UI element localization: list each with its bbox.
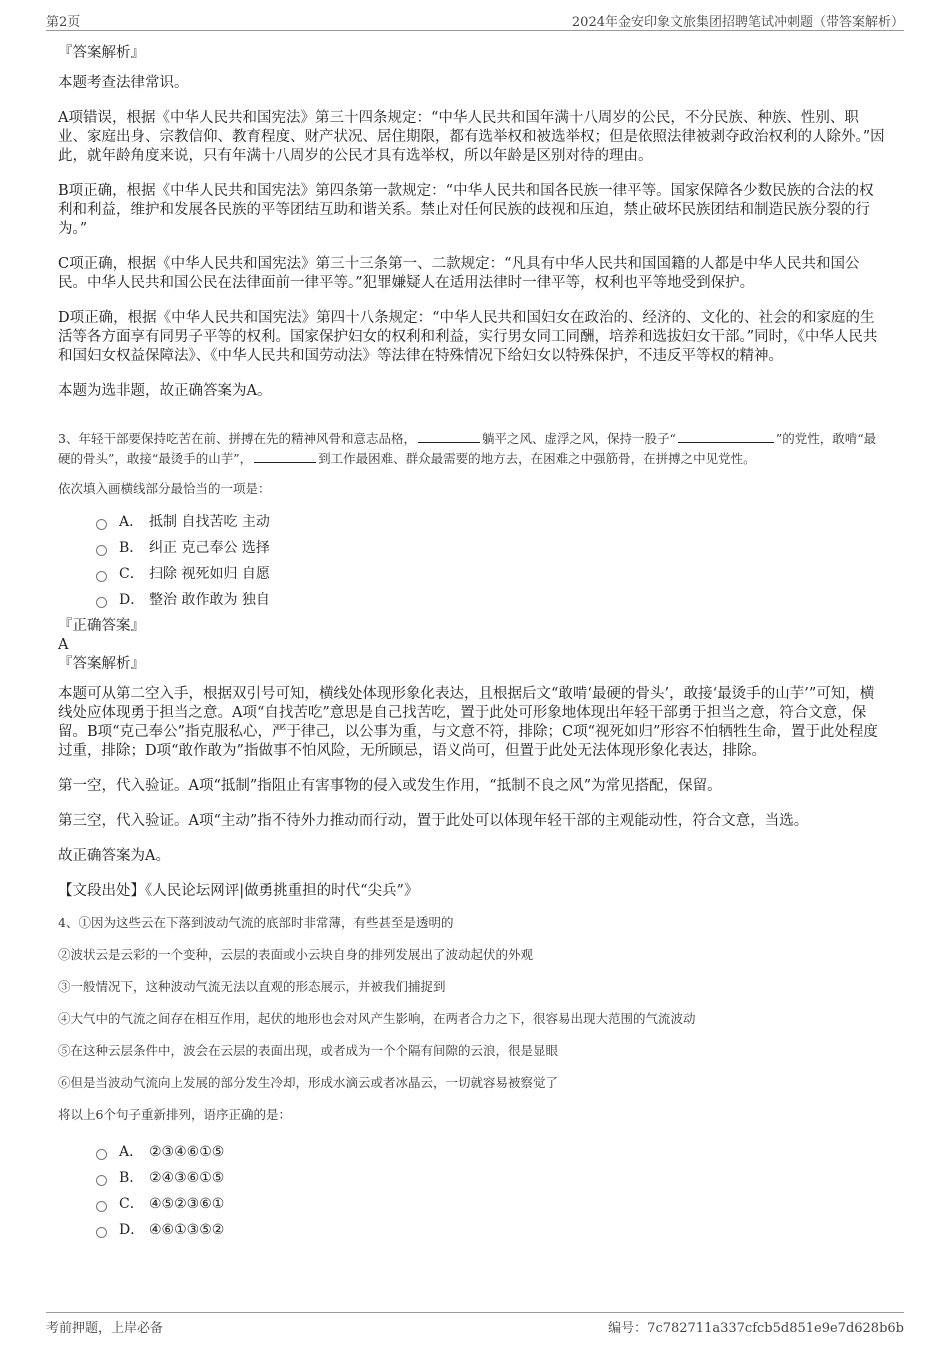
- q4-sentence-5: ⑤在这种云层条件中，波会在云层的表面出现，或者成为一个个隔有间隙的云浪，很是显眼: [58, 1043, 559, 1058]
- analysis-option-a: A项错误，根据《中华人民共和国宪法》第三十四条规定：“中华人民共和国年满十八周岁的公民，不分民族、种族、性别、职业、家庭出身、宗教信仰、教育程度、财产状况、居住期限，都有选举权和被选举权；但是依照法律被剥夺政治权利的人除外。”因此，就年龄角度来说，只有年满十八周岁的公民才具有选举权，所以年龄是区别对待的理由。: [58, 110, 885, 164]
- option-d[interactable]: D． ④⑥①③⑤②: [96, 1217, 886, 1243]
- analysis-conclusion: 本题为选非题，故正确答案为A。: [58, 383, 272, 399]
- fill-blank: [418, 430, 480, 443]
- q3-source: 【文段出处】《人民论坛网评|做勇挑重担的时代“尖兵”》: [58, 883, 419, 899]
- option-c[interactable]: C． 扫除 视死如归 自愿: [96, 561, 886, 587]
- q4-sentence-4: ④大气中的气流之间存在相互作用，起伏的地形也会对风产生影响，在两者合力之下，很容易出现大范围的气流波动: [58, 1011, 696, 1026]
- question-4-options: [96, 1139, 886, 1243]
- radio-icon[interactable]: [96, 545, 107, 556]
- radio-icon[interactable]: [96, 1201, 107, 1212]
- question-3-stem: 3、年轻干部要保持吃苦在前、拼搏在先的精神风骨和意志品格， 躺平之风、虚浮之风，保持一股子“ ”的党性，敢啃“最硬的骨头”，敢接“最烫手的山芋”， 到工作最困难、群众最需要的地方去，在困难之中强筋骨，在拼搏之中见党性。: [58, 431, 877, 466]
- option-a[interactable]: A． ②③④⑥①⑤: [96, 1139, 886, 1165]
- question-3-prompt: 依次填入画横线部分最恰当的一项是：: [58, 481, 271, 496]
- analysis-heading: 『答案解析』: [58, 45, 145, 61]
- option-b[interactable]: B． 纠正 克己奉公 选择: [96, 535, 886, 561]
- radio-icon[interactable]: [96, 597, 107, 608]
- analysis-intro: 本题考查法律常识。: [58, 75, 189, 91]
- q3-analysis-3: 第三空，代入验证。A项“主动”指不待外力推动而行动，置于此处可以体现年轻干部的主观能动性，符合文意，当选。: [58, 813, 809, 829]
- radio-icon[interactable]: [96, 1149, 107, 1160]
- analysis-heading: 『答案解析』: [58, 656, 145, 672]
- document-code: 编号：7c782711a337cfcb5d851e9e7d628b6b: [608, 1321, 904, 1336]
- document-title: 2024年金安印象文旅集团招聘笔试冲刺题（带答案解析）: [571, 15, 904, 30]
- correct-answer-heading: 『正确答案』: [58, 618, 145, 634]
- q3-analysis-1: 本题可从第二空入手，根据双引号可知，横线处体现形象化表达，且根据后文“敢啃‘最硬的骨头’，敢接‘最烫手的山芋’”可知，横线处应体现勇于担当之意。A项“自找苦吃”意思是自己找苦吃，置于此处可形象地体现出年轻干部勇于担当之意，符合文意，保留。B项“克己奉公”指克服私心，严于律己，以公事为重，与文意不符，排除；C项“视死如归”形容不怕牺牲生命，置于此处程度过重，排除；D项“敢作敢为”指做事不怕风险，无所顾忌，语义尚可，但置于此处无法体现形象化表达，排除。: [58, 686, 878, 759]
- question-3-options: [96, 509, 886, 613]
- radio-icon[interactable]: [96, 571, 107, 582]
- question-4-prompt: 将以上6个句子重新排列，语序正确的是：: [58, 1107, 291, 1122]
- q4-sentence-2: ②波状云是云彩的一个变种，云层的表面或小云块自身的排列发展出了波动起伏的外观: [58, 947, 534, 962]
- document-body: [58, 44, 886, 1247]
- page-footer: [46, 1312, 904, 1335]
- q4-sentence-3: ③一般情况下，这种波动气流无法以直观的形态展示，并被我们捕捉到: [58, 979, 446, 994]
- q3-conclusion: 故正确答案为A。: [58, 848, 170, 864]
- radio-icon[interactable]: [96, 1227, 107, 1238]
- option-d[interactable]: D． 整治 敢作敢为 独自: [96, 587, 886, 613]
- radio-icon[interactable]: [96, 519, 107, 530]
- radio-icon[interactable]: [96, 1175, 107, 1186]
- q4-sentence-1: 4、①因为这些云在下落到波动气流的底部时非常薄，有些甚至是透明的: [58, 915, 454, 930]
- footer-slogan: 考前押题，上岸必备: [46, 1321, 164, 1336]
- page-number: 第2页: [46, 15, 81, 30]
- option-c[interactable]: C． ④⑤②③⑥①: [96, 1191, 886, 1217]
- fill-blank: [254, 450, 316, 463]
- option-b[interactable]: B． ②④③⑥①⑤: [96, 1165, 886, 1191]
- analysis-option-d: D项正确，根据《中华人民共和国宪法》第四十八条规定：“中华人民共和国妇女在政治的、经济的、文化的、社会的和家庭的生活等各方面享有同男子平等的权利。国家保护妇女的权利和利益，实行男女同工同酬，培养和选拔妇女干部。”同时，《中华人民共和国妇女权益保障法》、《中华人民共和国劳动法》等法律在特殊情况下给妇女以特殊保护，不违反平等权的精神。: [58, 310, 878, 364]
- option-a[interactable]: A． 抵制 自找苦吃 主动: [96, 509, 886, 535]
- page-header: [46, 8, 904, 31]
- fill-blank: [678, 430, 774, 443]
- analysis-option-c: C项正确，根据《中华人民共和国宪法》第三十三条第一、二款规定：“凡具有中华人民共和国国籍的人都是中华人民共和国公民。中华人民共和国公民在法律面前一律平等。”犯罪嫌疑人在适用法律时一律平等，权利也平等地受到保护。: [58, 256, 860, 291]
- correct-answer: A: [58, 637, 69, 653]
- q3-analysis-2: 第一空，代入验证。A项“抵制”指阻止有害事物的侵入或发生作用，“抵制不良之风”为常见搭配，保留。: [58, 778, 722, 794]
- analysis-option-b: B项正确，根据《中华人民共和国宪法》第四条第一款规定：“中华人民共和国各民族一律平等。国家保障各少数民族的合法的权利和利益，维护和发展各民族的平等团结互助和谐关系。禁止对任何民族的歧视和压迫，禁止破坏民族团结和制造民族分裂的行为。”: [58, 183, 874, 237]
- q4-sentence-6: ⑥但是当波动气流向上发展的部分发生冷却，形成水滴云或者冰晶云，一切就容易被察觉了: [58, 1075, 559, 1090]
